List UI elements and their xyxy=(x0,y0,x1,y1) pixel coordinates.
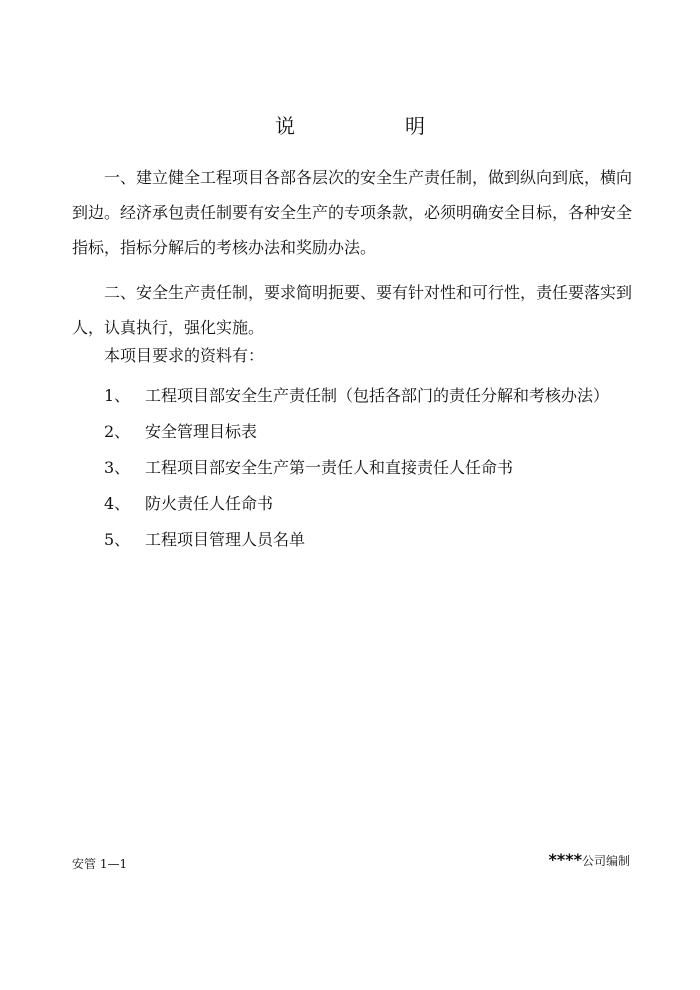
list-item-text: 工程项目部安全生产第一责任人和直接责任人任命书 xyxy=(145,458,514,477)
materials-intro: 本项目要求的资料有： xyxy=(104,346,265,365)
list-item-number: 3、 xyxy=(104,458,131,477)
footer-compiler-label: 公司编制 xyxy=(581,854,630,868)
list-item-number: 2、 xyxy=(104,422,131,441)
list-item xyxy=(104,419,609,455)
list-item-text: 工程项目部安全生产责任制（包括各部门的责任分解和考核办法） xyxy=(145,386,610,405)
list-item xyxy=(104,383,609,419)
list-item xyxy=(104,527,609,563)
list-item xyxy=(104,455,609,491)
list-item-text: 安全管理目标表 xyxy=(145,422,258,441)
list-item-text: 工程项目管理人员名单 xyxy=(145,530,306,549)
title-char-2: 明 xyxy=(405,114,425,138)
materials-list xyxy=(104,383,609,563)
list-item-number: 5、 xyxy=(104,530,131,549)
footer-compiler xyxy=(549,850,630,869)
list-item-number: 4、 xyxy=(104,494,131,513)
title-char-1: 说 xyxy=(275,114,295,138)
paragraph-1: 一、建立健全工程项目各部各层次的安全生产责任制，做到纵向到底，横向到边。经济承包责任制要有安全生产的专项条款，必须明确安全目标，各种安全指标，指标分解后的考核办法和奖励办法。 xyxy=(72,168,633,257)
document-title xyxy=(0,110,700,139)
list-item-number: 1、 xyxy=(104,386,131,405)
footer-doc-code: 安管 1—1 xyxy=(72,857,128,871)
list-item-text: 防火责任人任命书 xyxy=(145,494,274,513)
footer-company-mask: **** xyxy=(548,850,582,869)
list-item xyxy=(104,491,609,527)
paragraph-2: 二、安全生产责任制，要求简明扼要、要有针对性和可行性，责任要落实到人，认真执行，强化实施。 xyxy=(72,283,633,337)
